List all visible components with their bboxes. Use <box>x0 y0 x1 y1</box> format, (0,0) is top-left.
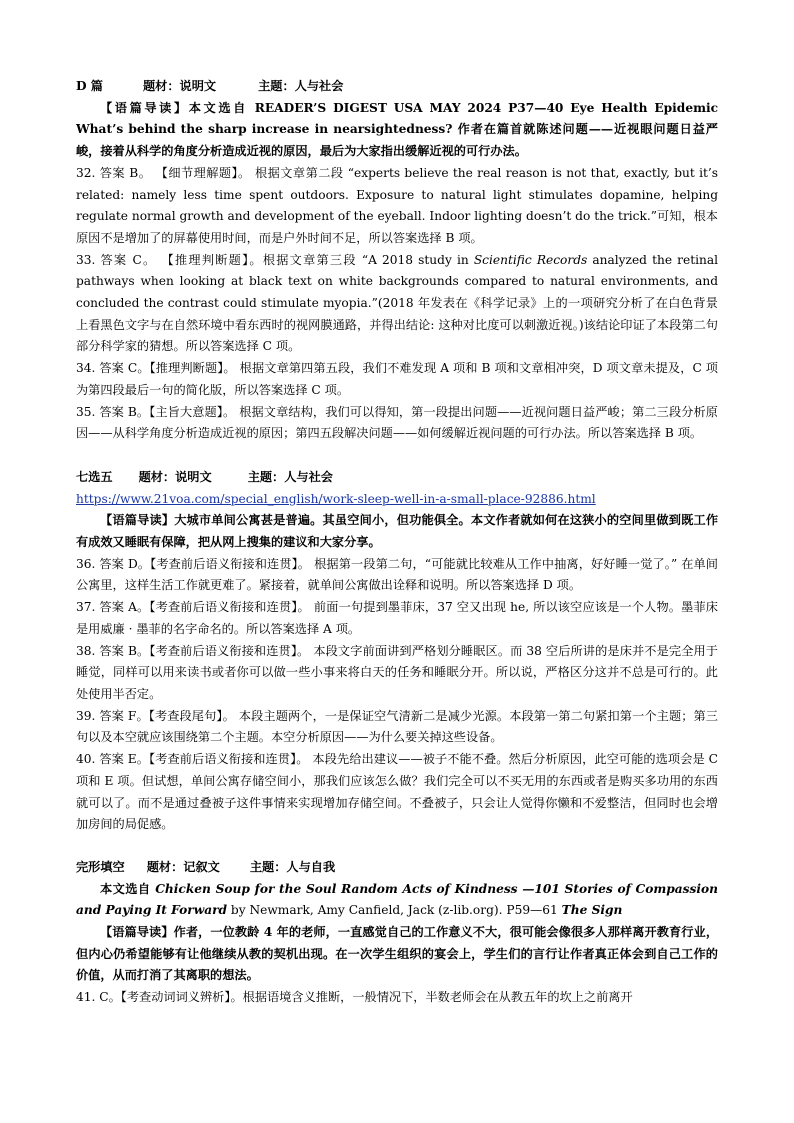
answer-41: 41. C。【考查动词词义辨析】。根据语境含义推断，一般情况下，半数老师会在从教五年的坎上之前离开 <box>76 990 633 1005</box>
section-d-label: D 篇 <box>76 79 103 93</box>
answer-34: 34. 答案 C。【推理判断题】。 根据文章第四第五段，我们不难发现 A 项和 B 项和文章相冲突，D 项文章未提及，C 项为第四段最后一句的简化版，所以答案选择 C 项。 <box>76 361 718 397</box>
section-cloze-theme: 主题：人与自我 <box>249 859 336 874</box>
section-cloze-genre: 题材：记叙文 <box>146 859 220 874</box>
journal-title: Scientific Records <box>473 252 588 267</box>
section-seven-intro-text: 大城市单间公寓甚是普遍。其虽空间小，但功能俱全。本文作者就如何在这狭小的空间里做到既工作有成效又睡眠有保障，把从网上搜集的建议和大家分享。 <box>76 513 719 550</box>
section-d-heading <box>76 76 718 98</box>
section-d-intro-lead: 【语篇导读】 <box>100 100 189 115</box>
answer-36: 36. 答案 D。【考查前后语义衔接和连贯】。 根据第一段第二句，“可能就比较难从工作中抽离，好好睡一觉了。” 在单间公寓里，这样生活工作就更难了。紧接着，就单间公寓做出诠释和说明。所以答案选择 D 项。 <box>76 556 718 593</box>
book-title: Chicken Soup for the Soul Random Acts of Kindness —101 Stories of Compassion and Paying It Forward <box>76 881 719 918</box>
section-seven-genre: 题材：说明文 <box>138 469 212 484</box>
section-cloze-source: 本文选自 Chicken Soup for the Soul Random Acts of Kindness —101 Stories of Compassion and Paying It Forward by Newmark, Amy Canfield, Jack (z-lib.org). P59—61 The Sign <box>76 881 719 918</box>
section-seven-intro-lead: 【语篇导读】 <box>100 513 175 528</box>
answer-37: 37. 答案 A。【考查前后语义衔接和连贯】。 前面一句提到墨菲床，37 空又出现 he, 所以该空应该是一个人物。墨菲床是用威廉 · 墨菲的名字命名的。所以答案选择 A 项。 <box>76 600 718 636</box>
answer-38: 38. 答案 B。【考查前后语义衔接和连贯】。 本段文字前面讲到严格划分睡眠区。而 38 空后所讲的是床并不是完全用于睡觉，同样可以用来读书或者你可以做一些小事来将白天的任务和睡眠分开。所以说，严格区分这并不总是可行的。此处使用半否定。 <box>76 643 718 701</box>
section-cloze-intro-text: 作者，一位教龄 4 年的老师，一直感觉自己的工作意义不大，很可能会像很多人那样离开教育行业，但内心仍希望能够有让他继续从教的契机出现。在一次学生组织的宴会上，学生们的言行让作者真正体会到自己工作的价值，从而打消了其离职的想法。 <box>76 925 719 983</box>
section-d-intro-text: 本文选自 READER’S DIGEST USA MAY 2024 P37—40 Eye Health Epidemic What’s behind the sharp increase in nearsightedness? 作者在篇首就陈述问题——近视眼问题日益严峻，接着从科学的角度分析造成近视的原因，最后为大家指出缓解近视的可行办法。 <box>76 100 719 159</box>
answer-35: 35. 答案 B。【主旨大意题】。 根据文章结构，我们可以得知，第一段提出问题——近视问题日益严峻；第二三段分析原因——从科学角度分析造成近视的原因；第四五段解决问题——如何缓解近视问题的可行办法。所以答案选择 B 项。 <box>76 404 718 441</box>
section-cloze-heading <box>76 857 718 879</box>
section-gap <box>76 445 718 467</box>
section-cloze-label: 完形填空 <box>76 859 125 874</box>
source-url-link[interactable]: https://www.21voa.com/special_english/work-sleep-well-in-a-small-place-92886.html <box>76 491 596 506</box>
section-seven-intro <box>76 510 718 553</box>
section-d-intro <box>76 98 718 163</box>
section-cloze-intro <box>76 922 718 987</box>
section-seven-theme: 主题：人与社会 <box>247 469 333 484</box>
story-title: The Sign <box>561 903 623 918</box>
answer-32: 32. 答案 B。 【细节理解题】。 根据文章第二段 “experts believe the real reason is not that, exactly, but it’s related: namely less time spent outdoors. Exposure to natural light stimulates dopamine, helping regulate normal growth and development of the eyeball. Indoor lighting doesn’t do the trick.”可知，根本原因不是增加了的屏幕使用时间，而是户外时间不足，所以答案选择 B 项。 <box>76 165 718 245</box>
answer-33: 33. 答案 C。 【推理判断题】。根据文章第三段 “A 2018 study in Scientific Records analyzed the retinal pathways when looking at black text on white backgrounds compared to natural environments, and concluded the contrast could stimulate myopia.”(2018 年发表在《科学记录》上的一项研究分析了在白色背景上看黑色文字与在自然环境中看东西时的视网膜通路，并得出结论: 这种对比度可以刺激近视。)该结论印证了本段第二句部分科学家的猜想。所以答案选择 C 项。 <box>76 252 719 354</box>
section-d-genre: 题材：说明文 <box>143 79 217 93</box>
section-gap <box>76 836 718 857</box>
section-cloze-intro-lead: 【语篇导读】 <box>100 925 174 940</box>
source-url-line <box>76 489 718 511</box>
answer-key-document <box>76 76 718 1009</box>
section-d-theme: 主题：人与社会 <box>258 79 344 93</box>
answer-39: 39. 答案 F。【考查段尾句】。 本段主题两个，一是保证空气清新二是减少光源。本段第一第二句紧扣第一个主题；第三句以及本空就应该围绕第二个主题。本空分析原因——为什么要关掉这些设备。 <box>76 708 718 745</box>
section-seven-label: 七选五 <box>76 469 113 484</box>
answer-40: 40. 答案 E。【考查前后语义衔接和连贯】。 本段先给出建议——被子不能不叠。然后分析原因，此空可能的选项会是 C 项和 E 项。但试想，单间公寓存储空间小，那我们应该怎么做？我们完全可以不买无用的东西或者是购买多功用的东西就可以了。而不是通过叠被子这件事情来实现增加存储空间。不叠被子，只会让人觉得你懒和不爱整洁，但同时也会增加房间的局促感。 <box>76 752 718 832</box>
section-seven-heading <box>76 467 718 489</box>
